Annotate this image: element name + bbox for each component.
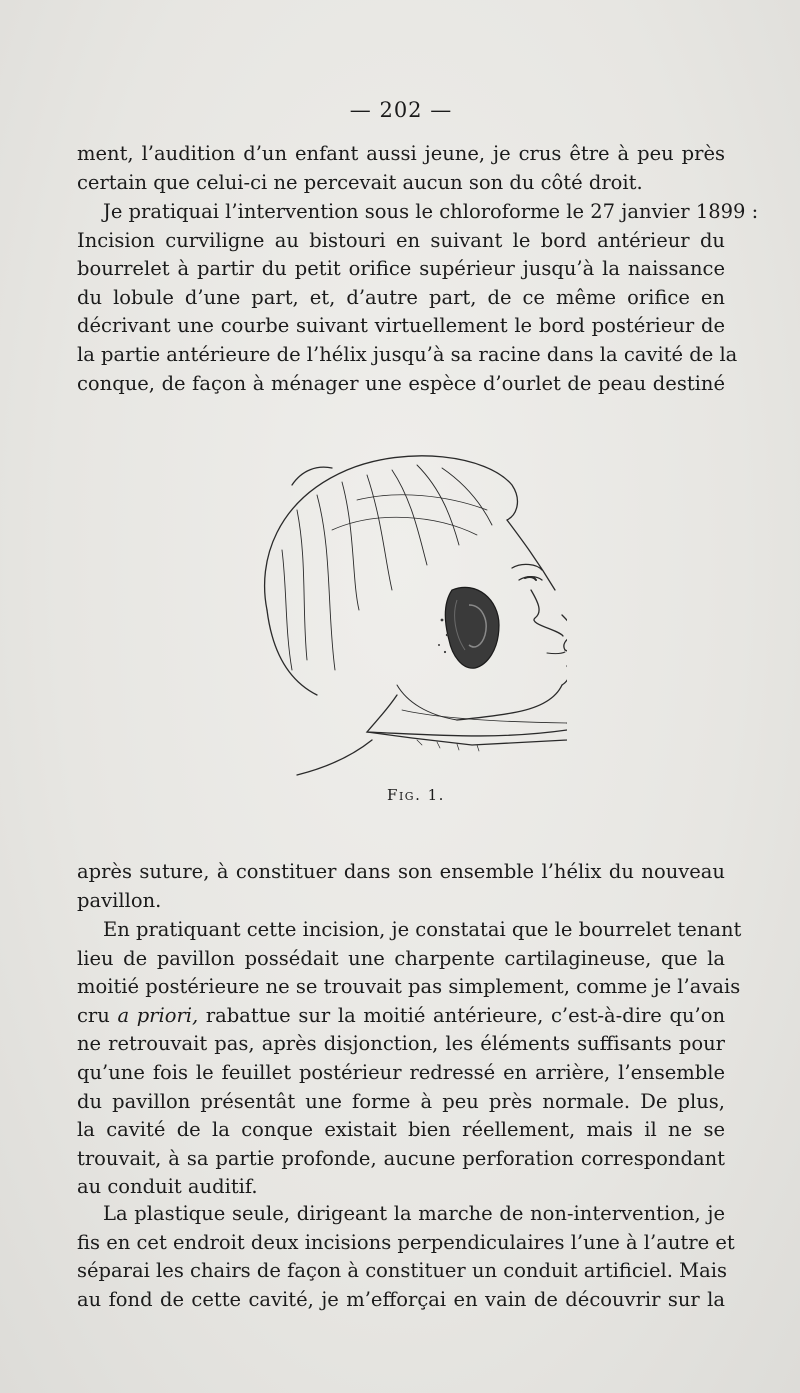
text-line: Incision curviligne au bistouri en suivant le bord antérieur du [77, 228, 725, 252]
text-line: décrivant une courbe suivant virtuellement le bord postérieur de [77, 314, 725, 338]
paragraph-3 [77, 858, 725, 915]
text-line: au conduit auditif. [77, 1175, 258, 1199]
text-line: du lobule d’une part, et, d’autre part, de ce même orifice en [77, 285, 725, 309]
paragraph-5 [77, 1200, 735, 1314]
text-line: séparai les chairs de façon à constituer un conduit artificiel. Mais [77, 1259, 727, 1283]
text-line: lieu de pavillon possédait une charpente cartilagineuse, que la [77, 946, 725, 970]
text-line-with-italic [77, 1002, 725, 1031]
paragraph-1 [77, 140, 725, 197]
child-profile-engraving [237, 440, 567, 785]
text-line: ne retrouvait pas, après disjonction, les éléments suffisants pour [77, 1032, 725, 1056]
italic-term: a priori, [117, 1003, 199, 1027]
text-line: la partie antérieure de l’hélix jusqu’à sa racine dans la cavité de la [77, 342, 738, 366]
text-line: conque, de façon à ménager une espèce d’ourlet de peau destiné [77, 371, 725, 395]
book-page [77, 0, 759, 1393]
paragraph-4 [77, 916, 742, 1202]
text-line: après suture, à constituer dans son ensemble l’hélix du nouveau [77, 860, 725, 883]
text-line: ment, l’audition d’un enfant aussi jeune, je crus être à peu près [77, 142, 725, 165]
text-line: Je pratiquai l’intervention sous le chloroforme le 27 janvier 1899 : [103, 200, 759, 223]
figure-caption: Fig. 1. [387, 786, 445, 804]
page-number: — 202 — [349, 98, 453, 122]
text-line: du pavillon présentât une forme à peu près normale. De plus, [77, 1089, 725, 1113]
text-line: qu’une fois le feuillet postérieur redressé en arrière, l’ensemble [77, 1060, 725, 1084]
text-line: bourrelet à partir du petit orifice supérieur jusqu’à la naissance [77, 257, 725, 281]
text-line: au fond de cette cavité, je m’efforçai en vain de découvrir sur la [77, 1287, 725, 1311]
text-fragment: rabattue sur la moitié antérieure, c’est-à-dire qu’on [198, 1003, 725, 1027]
paragraph-2 [77, 198, 759, 398]
text-line: certain que celui-ci ne percevait aucun son du côté droit. [77, 170, 643, 194]
text-line: La plastique seule, dirigeant la marche de non-intervention, je [103, 1202, 725, 1225]
text-line: moitié postérieure ne se trouvait pas simplement, comme je l’avais [77, 975, 741, 999]
text-fragment: cru [77, 1003, 118, 1027]
text-line: trouvait, à sa partie profonde, aucune perforation correspondant [77, 1146, 725, 1170]
text-line: fis en cet endroit deux incisions perpendiculaires l’une à l’autre et [77, 1230, 735, 1254]
ear-shading [438, 587, 499, 668]
text-line: pavillon. [77, 888, 162, 912]
text-line: En pratiquant cette incision, je constatai que le bourrelet tenant [103, 918, 742, 941]
text-line: la cavité de la conque existait bien réellement, mais il ne se [77, 1118, 725, 1142]
figure-illustration [237, 440, 567, 785]
